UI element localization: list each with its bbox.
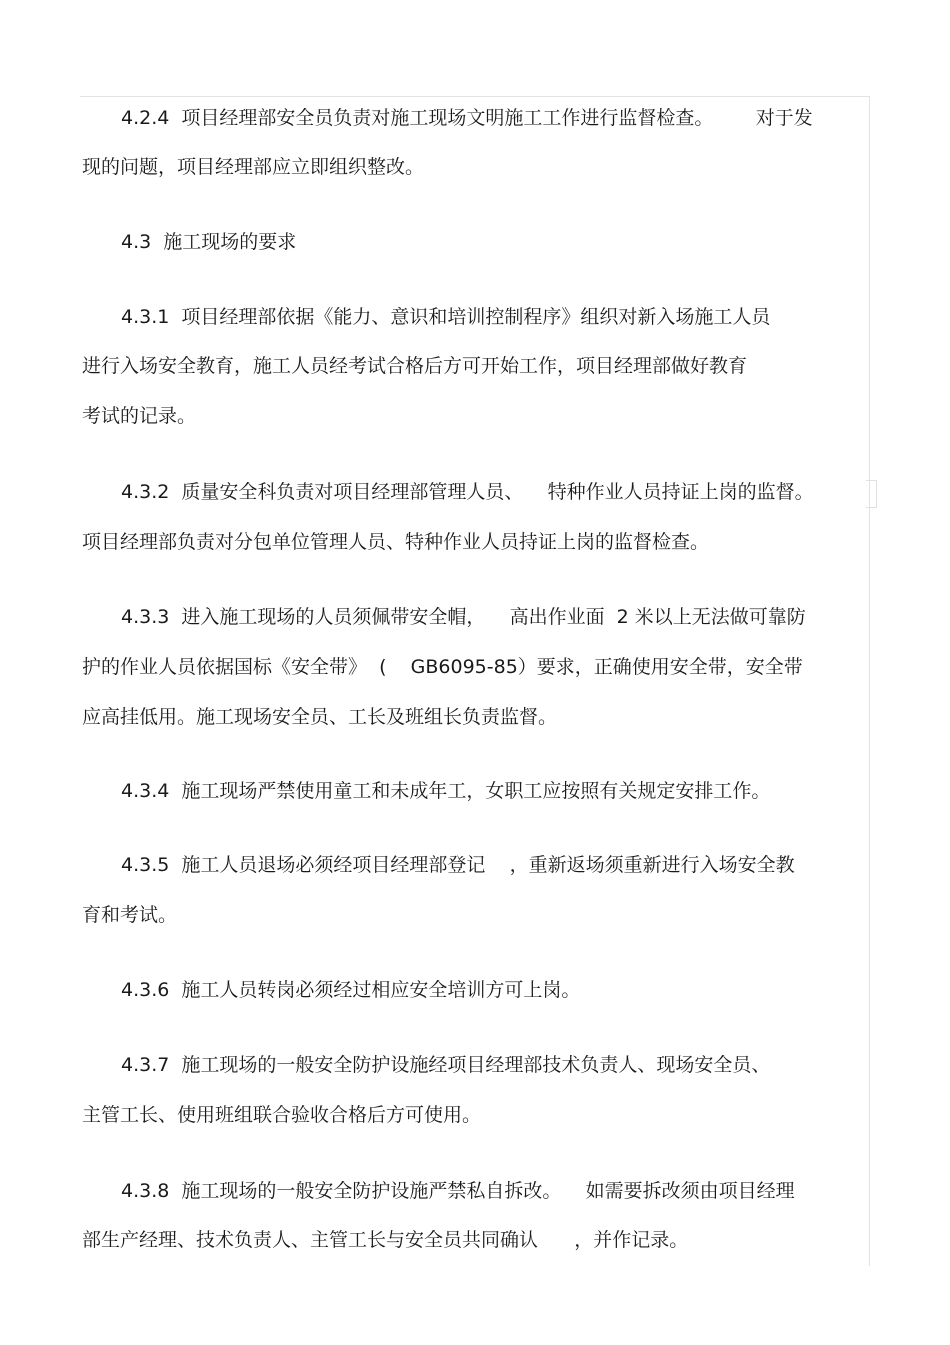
text-line: 进行入场安全教育，施工人员经考试合格后方可开始工作，项目经理部做好教育 (82, 355, 748, 377)
text-line: 现的问题，项目经理部应立即组织整改。 (82, 156, 425, 178)
text-line: 4.3.3 进入施工现场的人员须佩带安全帽， 高出作业面 2 米以上无法做可靠防 (121, 606, 806, 628)
page-border-top (80, 96, 870, 97)
text-line: 主管工长、使用班组联合验收合格后方可使用。 (82, 1104, 482, 1126)
text-line: 4.3.5 施工人员退场必须经项目经理部登记 ，重新返场须重新进行入场安全教 (121, 854, 795, 876)
text-line: 护的作业人员依据国标《安全带》 ( GB6095-85）要求，正确使用安全带，安全带 (82, 656, 803, 678)
section-heading: 4.3 施工现场的要求 (121, 231, 297, 253)
text-line: 考试的记录。 (82, 405, 197, 427)
text-line: 4.3.2 质量安全科负责对项目经理部管理人员、 特种作业人员持证上岗的监督。 (121, 481, 814, 503)
text-line: 4.3.4 施工现场严禁使用童工和未成年工，女职工应按照有关规定安排工作。 (121, 780, 771, 802)
text-line: 育和考试。 (82, 904, 178, 926)
text-line: 部生产经理、技术负责人、主管工长与安全员共同确认 ，并作记录。 (82, 1229, 689, 1251)
text-line: 项目经理部负责对分包单位管理人员、特种作业人员持证上岗的监督检查。 (82, 531, 710, 553)
text-line: 应高挂低用。施工现场安全员、工长及班组长负责监督。 (82, 706, 558, 728)
page-border-right (869, 96, 870, 1266)
text-line: 4.3.1 项目经理部依据《能力、意识和培训控制程序》组织对新入场施工人员 (121, 306, 771, 328)
text-line: 4.3.6 施工人员转岗必须经过相应安全培训方可上岗。 (121, 979, 581, 1001)
text-line: 4.3.8 施工现场的一般安全防护设施严禁私自拆改。 如需要拆改须由项目经理 (121, 1180, 795, 1202)
text-line: 4.3.7 施工现场的一般安全防护设施经项目经理部技术负责人、现场安全员、 (121, 1054, 771, 1076)
text-line: 4.2.4 项目经理部安全员负责对施工现场文明施工工作进行监督检查。 对于发 (121, 107, 813, 129)
margin-mark (866, 480, 877, 508)
